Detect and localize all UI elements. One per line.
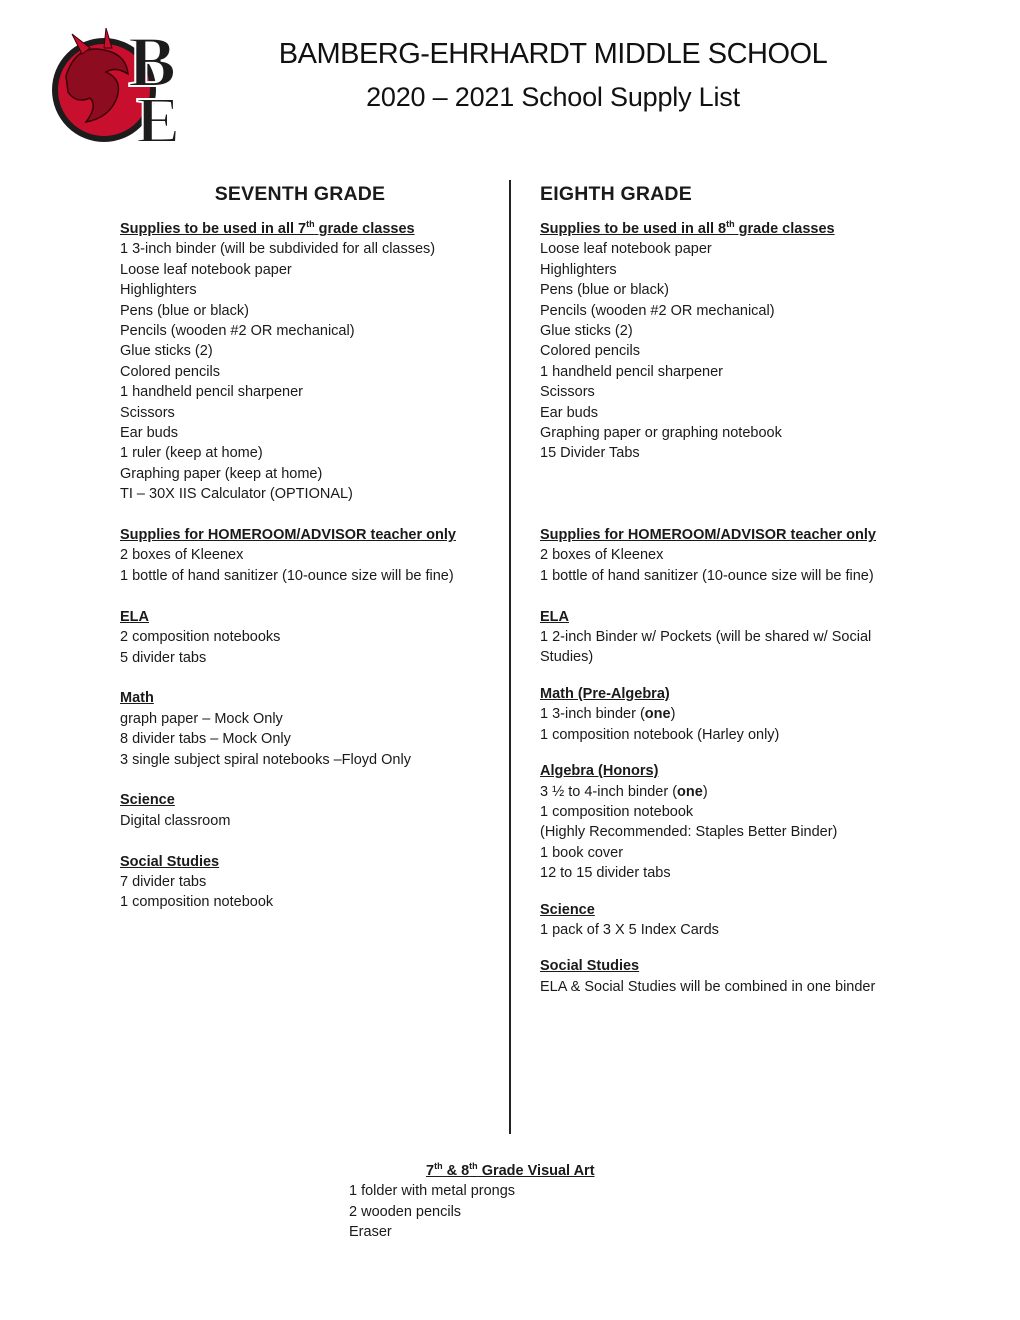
item-part: ) — [670, 706, 676, 723]
section-title-math: Math (Pre-Algebra) — [540, 685, 670, 702]
list-item: Digital classroom — [120, 812, 231, 829]
list-item: Eraser — [349, 1224, 392, 1241]
list-item: Ear buds — [120, 425, 179, 442]
list-item: Pens (blue or black) — [540, 282, 669, 299]
section-title-science: Science — [120, 792, 175, 809]
list-item: Scissors — [540, 384, 595, 401]
list-item: 3 single subject spiral notebooks –Floyd Only — [120, 751, 411, 768]
list-item: Loose leaf notebook paper — [540, 241, 712, 258]
seventh-grade-heading: SEVENTH GRADE — [214, 183, 386, 205]
list-item: Graphing paper (keep at home) — [120, 465, 323, 482]
list-item: 1 book cover — [540, 844, 624, 861]
seventh-grade-column — [120, 180, 495, 913]
section-title-all-classes — [120, 219, 495, 239]
list-item: Scissors — [120, 404, 175, 421]
list-item — [540, 782, 905, 802]
section-title-algebra: Algebra (Honors) — [540, 763, 659, 780]
section-title-ela: ELA — [540, 608, 569, 625]
list-item: Graphing paper or graphing notebook — [540, 425, 782, 442]
list-item: Loose leaf notebook paper — [120, 261, 292, 278]
list-item: 5 divider tabs — [120, 649, 207, 666]
section-title-all-classes — [540, 219, 905, 239]
title-part: grade classes — [314, 221, 415, 237]
item-bold: one — [644, 706, 671, 723]
section-title-homeroom: Supplies for HOMEROOM/ADVISOR teacher only — [540, 527, 876, 544]
visual-art-section — [349, 1161, 595, 1243]
list-item: Studies) — [540, 649, 594, 666]
title-part: Supplies to be used in all 7 — [120, 221, 307, 237]
school-name: BAMBERG-EHRHARDT MIDDLE SCHOOL — [278, 38, 828, 70]
section-title-social-studies: Social Studies — [540, 958, 640, 975]
list-item: 1 handheld pencil sharpener — [540, 363, 723, 380]
list-item: Highlighters — [540, 261, 617, 278]
section-title-science: Science — [540, 901, 595, 918]
item-part: 3 ½ to 4-inch binder ( — [540, 783, 678, 800]
item-part: 1 3-inch binder ( — [540, 706, 645, 723]
list-item: Pencils (wooden #2 OR mechanical) — [120, 323, 355, 340]
list-item: Highlighters — [120, 282, 197, 299]
list-item: 8 divider tabs – Mock Only — [120, 731, 291, 748]
section-title-ela: ELA — [120, 608, 149, 625]
list-item: 1 3-inch binder (will be subdivided for all classes) — [120, 241, 436, 258]
list-item: 1 ruler (keep at home) — [120, 445, 263, 462]
list-item: Glue sticks (2) — [120, 343, 213, 360]
list-item: (Highly Recommended: Staples Better Binder) — [540, 824, 838, 841]
list-item: ELA & Social Studies will be combined in one binder — [540, 978, 876, 995]
list-item: Colored pencils — [120, 363, 220, 380]
list-item: 1 folder with metal prongs — [349, 1183, 516, 1200]
list-item: 2 boxes of Kleenex — [120, 547, 244, 564]
list-item: 12 to 15 divider tabs — [540, 865, 671, 882]
logo-letter-b: B — [127, 22, 177, 102]
list-item: 1 pack of 3 X 5 Index Cards — [540, 921, 719, 938]
logo-letter-e: E — [135, 84, 181, 146]
title-part: Grade Visual Art — [477, 1163, 595, 1179]
section-title-social-studies: Social Studies — [120, 853, 220, 870]
list-item: 1 composition notebook — [540, 803, 694, 820]
list-item: 2 composition notebooks — [120, 629, 281, 646]
list-item: 7 divider tabs — [120, 873, 207, 890]
list-item: Pens (blue or black) — [120, 302, 249, 319]
list-item: Glue sticks (2) — [540, 323, 633, 340]
column-divider — [509, 180, 511, 1134]
list-item: graph paper – Mock Only — [120, 710, 283, 727]
eighth-grade-heading: EIGHTH GRADE — [540, 183, 692, 205]
list-item: 2 boxes of Kleenex — [540, 547, 664, 564]
title-part: 7 — [426, 1163, 435, 1179]
item-bold: one — [677, 783, 703, 800]
list-item: 1 composition notebook — [120, 894, 274, 911]
list-item: 1 bottle of hand sanitizer (10-ounce size will be fine) — [540, 567, 874, 584]
eighth-grade-column — [540, 180, 905, 997]
list-item: Colored pencils — [540, 343, 640, 360]
title-sup: th — [726, 219, 735, 230]
title-part: grade classes — [734, 221, 835, 237]
list-item: TI – 30X IIS Calculator (OPTIONAL) — [120, 486, 353, 503]
title-part: Supplies to be used in all 8 — [540, 221, 727, 237]
item-part: ) — [702, 783, 708, 800]
list-item: Pencils (wooden #2 OR mechanical) — [540, 302, 775, 319]
section-title-visual-art — [426, 1161, 595, 1181]
list-item: 1 2-inch Binder w/ Pockets (will be shared w/ Social — [540, 629, 872, 646]
list-item: 1 composition notebook (Harley only) — [540, 726, 780, 743]
title-sup: th — [469, 1161, 478, 1172]
list-item: Ear buds — [540, 404, 599, 421]
list-item — [540, 704, 905, 724]
list-subtitle: 2020 – 2021 School Supply List — [366, 82, 740, 112]
list-item: 1 handheld pencil sharpener — [120, 384, 303, 401]
section-title-homeroom: Supplies for HOMEROOM/ADVISOR teacher only — [120, 527, 456, 544]
list-item: 2 wooden pencils — [349, 1203, 462, 1220]
section-title-math: Math — [120, 690, 154, 707]
school-logo — [46, 14, 196, 146]
title-sup: th — [434, 1161, 443, 1172]
list-item: 15 Divider Tabs — [540, 445, 640, 462]
title-part: & 8 — [442, 1163, 470, 1179]
title-sup: th — [306, 219, 315, 230]
list-item: 1 bottle of hand sanitizer (10-ounce size will be fine) — [120, 567, 454, 584]
